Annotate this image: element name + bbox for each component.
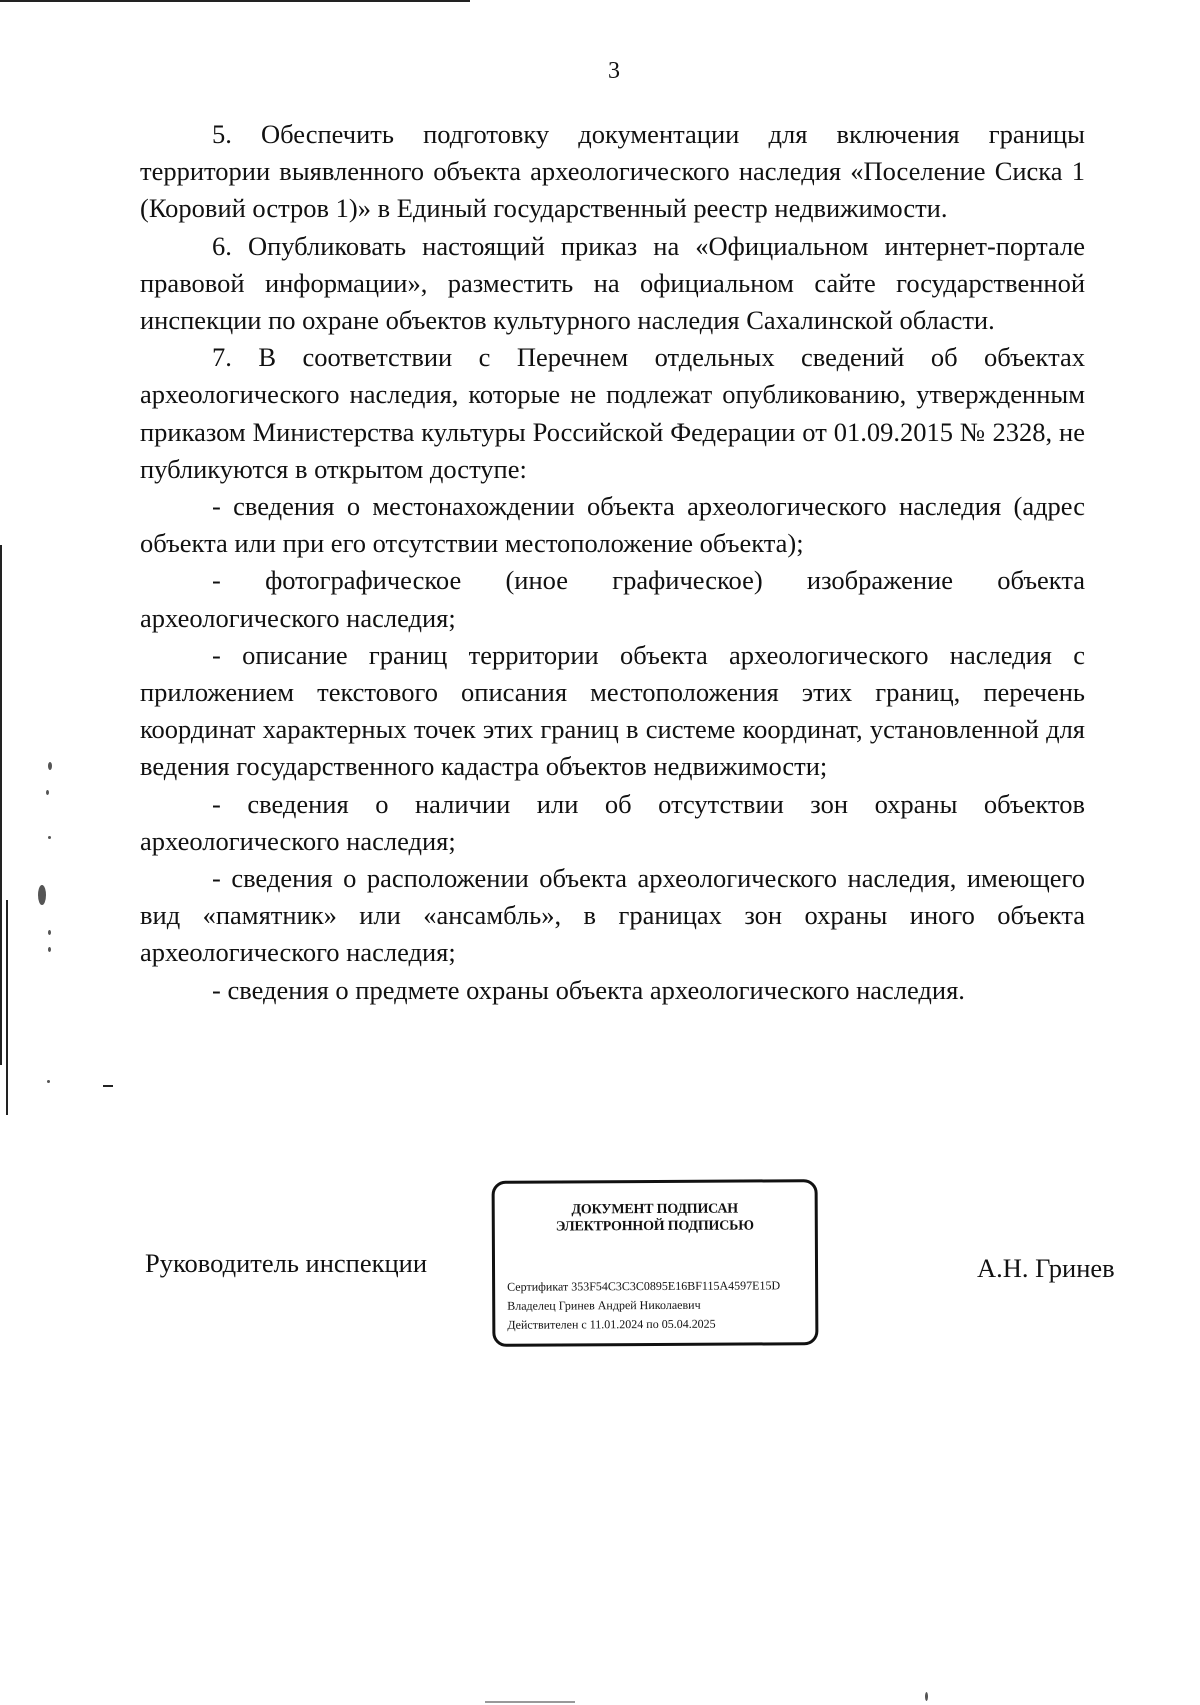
scan-dot — [46, 790, 49, 795]
list-item-protection-zones: - сведения о наличии или об отсутствии зон охраны объектов археологического наследия; — [140, 788, 1085, 856]
scan-dot — [48, 930, 51, 935]
esig-heading-line1: ДОКУМЕНТ ПОДПИСАН — [571, 1201, 738, 1218]
scan-dot — [38, 885, 46, 905]
scan-dot — [47, 1080, 50, 1083]
document-body — [140, 116, 1085, 1009]
list-item-monument-location: - сведения о расположении объекта археологического наследия, имеющего вид «памятник» или «ансамбль», в границах зон охраны иного объекта археологического наследия; — [140, 863, 1085, 968]
esig-validity: Действителен с 11.01.2024 по 05.04.2025 — [507, 1316, 716, 1332]
esig-heading-line2: ЭЛЕКТРОННОЙ ПОДПИСЬЮ — [555, 1218, 754, 1235]
esig-certificate: Сертификат 353F54C3C3C0895E16BF115A4597E15D — [507, 1278, 781, 1294]
list-item-boundaries: - описание границ территории объекта археологического наследия с приложением текстового описания местоположения этих границ, перечень координат характерных точек этих границ в системе координат, установленной для ведения государственного кадастра объектов недвижимости; — [140, 639, 1085, 782]
list-item-image: - фотографическое (иное графическое) изображение объекта археологического наследия; — [140, 565, 1085, 633]
page-number: 3 — [608, 58, 620, 84]
electronic-signature-stamp — [492, 1179, 819, 1347]
list-item-location: - сведения о местонахождении объекта археологического наследия (адрес объекта или при его отсутствии местоположение объекта); — [140, 491, 1085, 559]
esig-heading — [495, 1200, 815, 1236]
scan-dot — [48, 836, 51, 839]
scan-edge-mark — [0, 0, 470, 2]
paragraph-6: 6. Опубликовать настоящий приказ на «Официальном интернет-портале правовой информации», разместить на официальном сайте государственной инспекции по охране объектов культурного наследия Сахалинской области. — [140, 230, 1085, 336]
signer-name: А.Н. Гринев — [977, 1253, 1115, 1283]
scan-edge-mark — [0, 545, 2, 1065]
scan-dot — [925, 1692, 928, 1701]
scan-dot — [48, 947, 51, 952]
scan-edge-mark — [485, 1701, 575, 1703]
list-item-protection-subject: - сведения о предмете охраны объекта археологического наследия. — [212, 974, 965, 1005]
scan-edge-mark — [103, 1085, 113, 1087]
signer-title: Руководитель инспекции — [145, 1248, 428, 1278]
esig-owner: Владелец Гринев Андрей Николаевич — [507, 1297, 701, 1313]
esig-details — [507, 1276, 780, 1334]
scan-edge-mark — [6, 900, 8, 1115]
paragraph-7: 7. В соответствии с Перечнем отдельных сведений об объектах археологического наследия, которые не подлежат опубликованию, утвержденным приказом Министерства культуры Российской Федерации от 01.09.2015 № 2328, не публикуются в открытом доступе: — [140, 342, 1085, 484]
scan-dot — [48, 762, 52, 770]
paragraph-5: 5. Обеспечить подготовку документации для включения границы территории выявленного объекта археологического наследия «Поселение Сиска 1 (Коровий остров 1)» в Единый государственный реестр недвижимости. — [140, 119, 1085, 224]
